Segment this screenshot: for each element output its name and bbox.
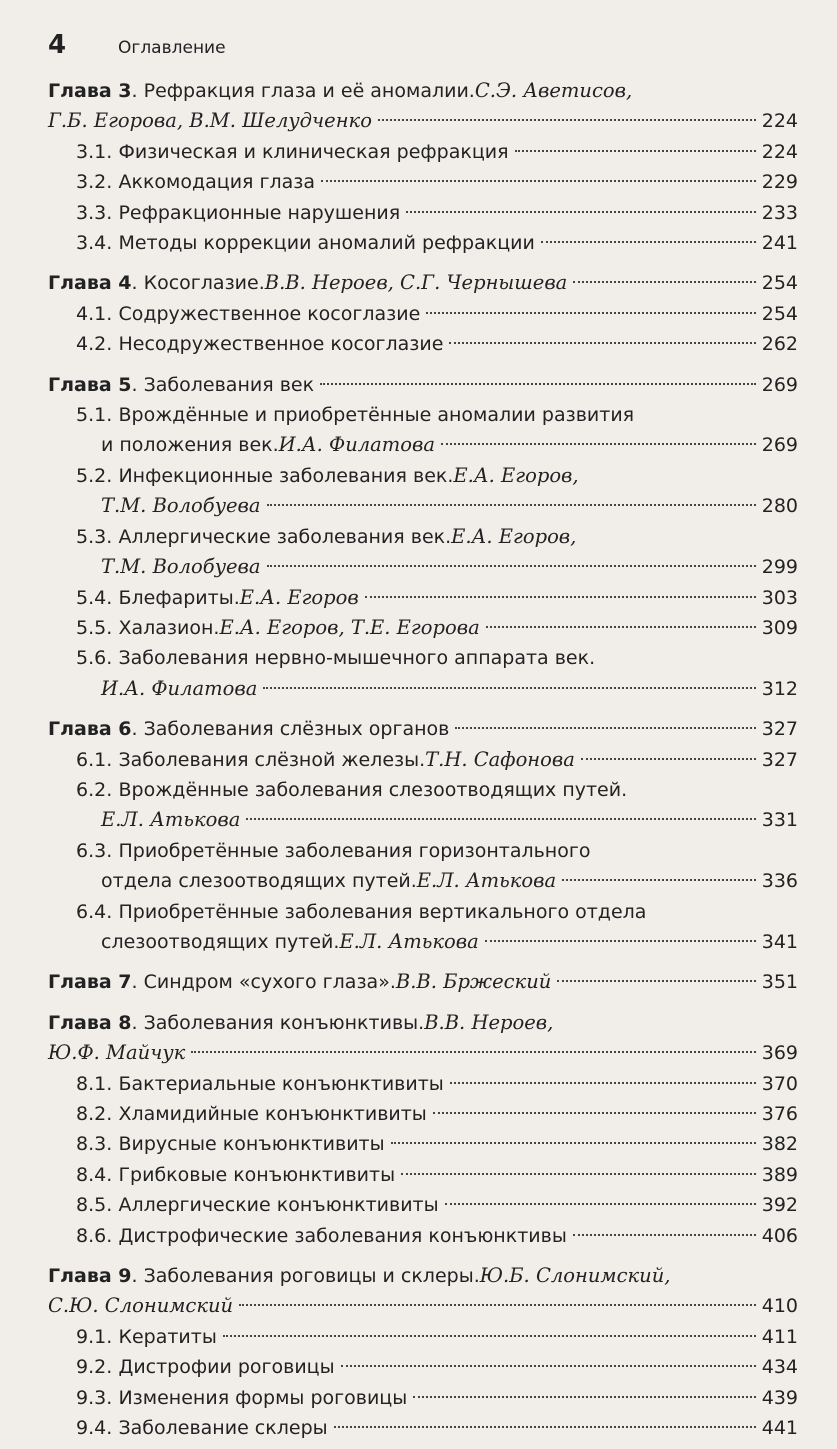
dot-leader (406, 211, 756, 213)
section-title: и положения век. (101, 434, 279, 457)
section-line (48, 1352, 798, 1382)
chapter-heading-continuation (48, 1038, 798, 1068)
section-title: Аллергические конъюнктивиты (118, 1194, 439, 1217)
section-title: Содружественное косоглазие (118, 302, 421, 325)
section-authors: Т.Н. Сафонова (425, 747, 575, 771)
chapter-entry (48, 1008, 798, 1251)
dot-leader (441, 443, 756, 445)
section-line (48, 522, 798, 552)
dot-leader (334, 1426, 756, 1428)
chapter-entry (48, 76, 798, 258)
dot-leader (433, 1112, 756, 1114)
section-title: Рефракционные нарушения (118, 201, 401, 224)
page-ref: 224 (761, 110, 798, 133)
chapter-label: Глава 6 (48, 718, 132, 741)
page-ref: 439 (761, 1386, 798, 1409)
dot-leader (485, 940, 756, 942)
page-ref: 376 (761, 1103, 798, 1125)
section-title: Дистрофические заболевания конъюнктивы (118, 1224, 567, 1247)
chapter-authors: В.В. Бржеский (395, 970, 552, 994)
page-ref: 370 (761, 1072, 798, 1095)
page-ref: 280 (761, 495, 798, 518)
section-continuation (48, 674, 798, 704)
dot-leader (401, 1173, 756, 1175)
chapter-heading-line (48, 714, 798, 744)
dot-leader (450, 1082, 756, 1084)
dot-leader (267, 504, 756, 506)
page-ref: 327 (761, 748, 798, 771)
section-number: 8.3. (76, 1133, 113, 1156)
section-authors: Е.Л. Атькова (101, 808, 241, 832)
chapter-authors: Ю.Ф. Майчук (48, 1041, 186, 1065)
page-ref: 441 (761, 1417, 798, 1440)
chapter-entry (48, 967, 798, 997)
dot-leader (263, 687, 755, 689)
section-number: 8.5. (76, 1194, 113, 1217)
section-number: 8.6. (76, 1224, 113, 1247)
section-line (48, 583, 798, 613)
dot-leader (515, 150, 756, 152)
page-ref: 233 (761, 201, 798, 224)
section-line (48, 643, 798, 673)
chapter-title: . Косоглазие. (131, 272, 265, 295)
dot-leader (365, 596, 756, 598)
section-authors: И.А. Филатова (101, 676, 258, 700)
dot-leader (541, 241, 756, 243)
section-title: Заболевания слёзной железы. (118, 748, 426, 771)
section-line (48, 1383, 798, 1413)
chapter-authors: С.Ю. Слонимский (48, 1294, 234, 1318)
section-line (48, 461, 798, 491)
chapter-label: Глава 8 (48, 1011, 132, 1034)
page-ref: 351 (761, 971, 798, 994)
dot-leader (573, 1234, 756, 1236)
section-title: Блефариты. (118, 586, 240, 609)
section-line (48, 1069, 798, 1099)
page-ref: 254 (761, 302, 798, 325)
dot-leader (223, 1335, 756, 1337)
section-line (48, 613, 798, 643)
dot-leader (445, 1203, 756, 1205)
dot-leader (486, 626, 756, 628)
page-ref: 341 (761, 930, 798, 953)
dot-leader (413, 1396, 755, 1398)
section-title: Врождённые заболевания слезоотводящих путей. (118, 778, 628, 801)
section-line (48, 1221, 798, 1251)
document-page (48, 30, 798, 1443)
section-number: 6.2. (76, 778, 113, 801)
section-title: Заболевание склеры (118, 1417, 328, 1440)
chapter-entry (48, 370, 798, 704)
page-ref: 406 (761, 1224, 798, 1247)
section-number: 5.6. (76, 647, 113, 670)
page-ref: 336 (761, 870, 798, 893)
dot-leader (191, 1051, 755, 1053)
page-ref: 411 (761, 1325, 798, 1348)
section-authors: Е.Л. Атькова (339, 929, 479, 953)
chapter-authors: С.Э. Аветисов, (474, 79, 633, 102)
section-authors: И.А. Филатова (278, 433, 436, 457)
section-number: 8.1. (76, 1072, 113, 1095)
section-number: 5.5. (76, 616, 113, 639)
chapter-heading-line (48, 370, 798, 400)
chapter-label: Глава 3 (48, 80, 132, 102)
chapter-heading-continuation (48, 106, 798, 136)
section-continuation (48, 805, 798, 835)
page-ref: 254 (761, 272, 798, 295)
section-number: 5.2. (76, 464, 113, 487)
section-title: Бактериальные конъюнктивиты (118, 1072, 444, 1095)
section-title: Дистрофии роговицы (118, 1356, 335, 1379)
chapter-label: Глава 4 (48, 272, 132, 295)
section-title: Аккомодация глаза (118, 171, 316, 194)
section-title: Приобретённые заболевания горизонтального (118, 839, 591, 862)
section-authors: Е.А. Егоров, Т.Е. Егорова (219, 615, 480, 639)
section-line (48, 897, 798, 927)
chapter-label: Глава 5 (48, 373, 132, 396)
section-continuation (48, 491, 798, 521)
running-head: Оглавление (118, 38, 226, 58)
chapter-authors: В.В. Нероев, С.Г. Чернышева (264, 271, 568, 295)
dot-leader (341, 1365, 756, 1367)
section-title: Врождённые и приобретённые аномалии развития (118, 404, 635, 427)
page-ref: 299 (761, 556, 798, 579)
page-ref: 312 (761, 677, 798, 700)
page-ref: 331 (761, 809, 798, 832)
page-ref: 389 (761, 1163, 798, 1186)
chapter-heading-line (48, 967, 798, 997)
dot-leader (378, 119, 756, 121)
section-number: 4.2. (76, 333, 113, 356)
dot-leader (426, 312, 755, 314)
section-number: 6.4. (76, 900, 113, 923)
page-ref: 229 (761, 171, 798, 194)
section-line (48, 1190, 798, 1220)
section-number: 9.4. (76, 1417, 113, 1440)
page-ref: 327 (761, 718, 798, 741)
section-line (48, 198, 798, 228)
dot-leader (246, 818, 755, 820)
dot-leader (573, 281, 755, 283)
section-number: 6.1. (76, 748, 113, 771)
chapter-entry (48, 268, 798, 359)
section-line (48, 228, 798, 258)
page-ref: 309 (761, 616, 798, 639)
section-continuation (48, 866, 798, 896)
section-title: Физическая и клиническая рефракция (118, 140, 509, 163)
chapter-entry (48, 1261, 798, 1443)
section-title: Халазион. (118, 616, 220, 639)
section-line (48, 1160, 798, 1190)
section-title: Вирусные конъюнктивиты (118, 1133, 385, 1156)
section-authors: Е.А. Егоров (239, 585, 359, 609)
section-title: отдела слезоотводящих путей. (101, 870, 417, 893)
section-title: слезоотводящих путей. (101, 930, 340, 953)
section-line (48, 1099, 798, 1129)
chapter-label: Глава 9 (48, 1265, 132, 1288)
section-authors: Е.Л. Атькова (416, 869, 557, 893)
dot-leader (455, 727, 755, 729)
chapter-title: . Заболевания роговицы и склеры. (131, 1265, 480, 1288)
page-ref: 241 (761, 232, 798, 255)
section-title: Кератиты (118, 1325, 217, 1348)
section-line (48, 1413, 798, 1443)
page-header (48, 30, 798, 70)
section-number: 3.3. (76, 201, 113, 224)
dot-leader (581, 758, 756, 760)
section-authors: Е.А. Егоров, (453, 463, 579, 487)
chapter-heading-line (48, 1008, 798, 1038)
page-ref: 303 (761, 586, 798, 609)
section-title: Приобретённые заболевания вертикального отдела (118, 900, 647, 923)
section-title: Хламидийные конъюнктивиты (118, 1103, 427, 1125)
section-number: 8.2. (76, 1103, 113, 1125)
page-ref: 434 (761, 1356, 798, 1379)
section-number: 6.3. (76, 839, 113, 862)
section-title: Грибковые конъюнктивиты (118, 1163, 396, 1186)
section-line (48, 1322, 798, 1352)
section-number: 8.4. (76, 1163, 113, 1186)
chapter-heading-continuation (48, 1291, 798, 1321)
chapter-authors: В.В. Нероев, (424, 1010, 554, 1034)
page-ref: 262 (761, 333, 798, 356)
dot-leader (320, 383, 756, 385)
section-number: 4.1. (76, 302, 113, 325)
section-number: 3.1. (76, 140, 113, 163)
dot-leader (562, 879, 756, 881)
chapter-title: . Рефракция глаза и её аномалии. (131, 80, 475, 102)
chapter-title: . Синдром «сухого глаза». (131, 971, 396, 994)
section-number: 3.4. (76, 232, 113, 255)
section-number: 9.2. (76, 1356, 113, 1379)
chapter-title: . Заболевания век (131, 373, 315, 396)
section-line (48, 745, 798, 775)
page-ref: 410 (761, 1295, 798, 1318)
chapter-label: Глава 7 (48, 971, 132, 994)
dot-leader (449, 342, 755, 344)
section-number: 9.3. (76, 1386, 113, 1409)
dot-leader (321, 180, 756, 182)
dot-leader (267, 565, 756, 567)
section-continuation (48, 552, 798, 582)
section-number: 5.4. (76, 586, 113, 609)
chapter-heading-line (48, 268, 798, 298)
section-title: Аллергические заболевания век. (118, 525, 452, 548)
page-ref: 269 (761, 373, 798, 396)
section-continuation (48, 430, 798, 460)
section-title: Изменения формы роговицы (118, 1386, 408, 1409)
chapter-authors: Г.Б. Егорова, В.М. Шелудченко (48, 109, 372, 133)
section-number: 5.1. (76, 404, 113, 427)
section-line (48, 167, 798, 197)
table-of-contents (48, 76, 798, 1443)
section-line (48, 137, 798, 167)
section-title: Инфекционные заболевания век. (118, 464, 454, 487)
chapter-title: . Заболевания слёзных органов (131, 718, 450, 741)
chapter-title: . Заболевания конъюнктивы. (131, 1011, 425, 1034)
chapter-heading-line (48, 76, 798, 106)
page-number: 4 (48, 30, 67, 60)
page-ref: 382 (761, 1133, 798, 1156)
chapter-heading-line (48, 1261, 798, 1291)
section-line (48, 400, 798, 430)
section-title: Заболевания нервно-мышечного аппарата век. (118, 647, 596, 670)
section-title: Методы коррекции аномалий рефракции (118, 232, 535, 255)
section-line (48, 1129, 798, 1159)
section-continuation (48, 927, 798, 957)
page-ref: 392 (761, 1194, 798, 1217)
section-number: 5.3. (76, 525, 113, 548)
page-ref: 369 (761, 1042, 798, 1065)
section-authors: Е.А. Егоров, (451, 524, 577, 548)
dot-leader (239, 1304, 756, 1306)
section-line (48, 299, 798, 329)
section-line (48, 775, 798, 805)
section-number: 3.2. (76, 171, 113, 194)
dot-leader (391, 1142, 756, 1144)
section-line (48, 329, 798, 359)
section-line (48, 836, 798, 866)
section-authors: Т.М. Волобуева (101, 555, 261, 579)
section-number: 9.1. (76, 1325, 113, 1348)
section-title: Несодружественное косоглазие (118, 333, 444, 356)
chapter-entry (48, 714, 798, 957)
page-ref: 224 (761, 140, 798, 163)
dot-leader (557, 980, 755, 982)
page-ref: 269 (761, 434, 798, 457)
section-authors: Т.М. Волобуева (101, 494, 261, 518)
chapter-authors: Ю.Б. Слонимский, (479, 1264, 671, 1288)
